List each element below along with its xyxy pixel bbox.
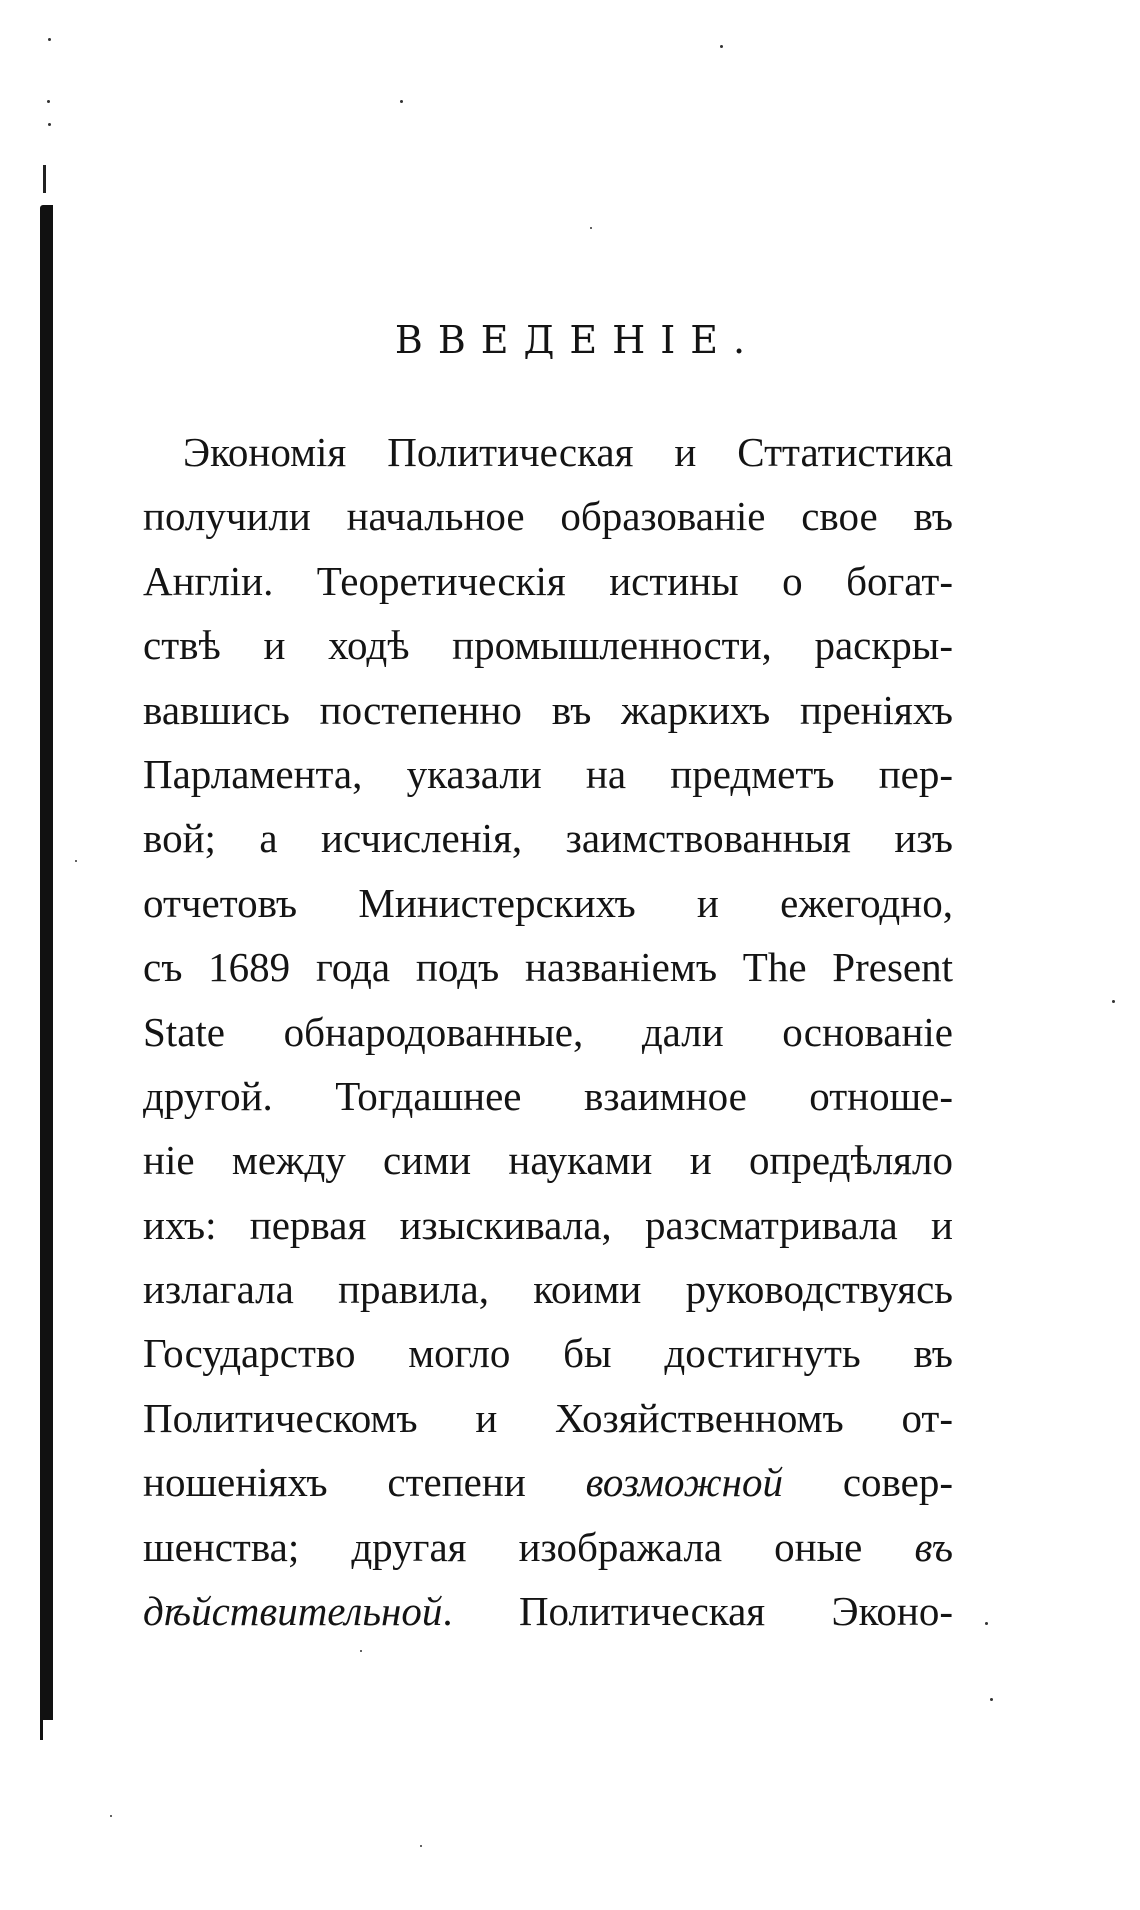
text-line	[143, 678, 953, 742]
italic-text-segment: дѣйствительной	[143, 1588, 443, 1635]
text-line	[143, 1386, 953, 1450]
text-segment: другой. Тогдашнее взаимное отноше-	[143, 1072, 953, 1119]
text-segment: получили начальное образованіе свое въ	[143, 493, 953, 540]
text-line	[143, 742, 953, 806]
scan-speck	[48, 123, 51, 126]
scan-speck	[400, 100, 403, 103]
text-segment: ношеніяхъ степени	[143, 1459, 586, 1506]
text-segment: State обнародованные, дали основаніе	[143, 1008, 953, 1055]
text-segment: Экономія Политическая и Сттатистика	[183, 429, 953, 475]
text-line	[143, 549, 953, 613]
italic-text-segment: въ	[914, 1523, 953, 1570]
scan-speck	[48, 38, 51, 41]
text-line	[143, 1064, 953, 1128]
text-segment: ніе между сими науками и опредѣляло	[143, 1137, 953, 1184]
text-line	[143, 871, 953, 935]
text-line	[143, 420, 953, 484]
scan-speck	[75, 860, 77, 862]
scan-speck	[420, 1845, 422, 1847]
scan-speck	[360, 1650, 362, 1652]
scan-speck	[110, 1815, 112, 1817]
text-line	[143, 935, 953, 999]
scan-speck	[990, 1698, 993, 1701]
text-line	[143, 1515, 953, 1579]
text-segment: съ 1689 года подъ названіемъ The Present	[143, 944, 953, 991]
text-segment: Англіи. Теоретическія истины о богат-	[143, 557, 953, 604]
text-segment: совер-	[782, 1459, 954, 1506]
text-line	[143, 1321, 953, 1385]
text-segment: . Политическая Эконо-	[442, 1588, 953, 1635]
text-line	[143, 1257, 953, 1321]
scan-speck	[590, 227, 592, 229]
text-segment: вой; а исчисленія, заимствованныя изъ	[143, 815, 953, 862]
text-line	[143, 1000, 953, 1064]
text-line	[143, 806, 953, 870]
paragraph	[143, 420, 953, 1643]
scan-speck	[985, 1622, 988, 1625]
text-segment: ствѣ и ходѣ промышленности, раскры-	[143, 622, 953, 669]
text-line	[143, 1579, 953, 1643]
text-segment: Государство могло бы достигнуть въ	[143, 1330, 953, 1377]
text-segment: вавшись постепенно въ жаркихъ преніяхъ	[143, 686, 953, 733]
page-binding-edge	[40, 205, 53, 1720]
text-segment: излагала правила, коими руководствуясь	[143, 1266, 953, 1313]
text-line	[143, 1450, 953, 1514]
text-line	[143, 1193, 953, 1257]
scan-speck	[1112, 1000, 1115, 1003]
chapter-heading: ВВЕДЕНІЕ.	[394, 318, 761, 362]
text-line	[143, 1128, 953, 1192]
text-segment: шенства; другая изображала оные	[143, 1523, 915, 1570]
scan-speck	[720, 45, 723, 48]
text-segment: отчетовъ Министерскихъ и ежегодно,	[143, 879, 953, 926]
text-line	[143, 613, 953, 677]
italic-text-segment: возможной	[585, 1459, 783, 1506]
scan-speck	[47, 100, 50, 103]
text-segment: ихъ: первая изыскивала, разсматривала и	[143, 1201, 953, 1248]
text-line	[143, 484, 953, 548]
text-segment: Политическомъ и Хозяйственномъ от-	[143, 1394, 953, 1441]
text-segment: Парламента, указали на предметъ пер-	[143, 750, 953, 797]
